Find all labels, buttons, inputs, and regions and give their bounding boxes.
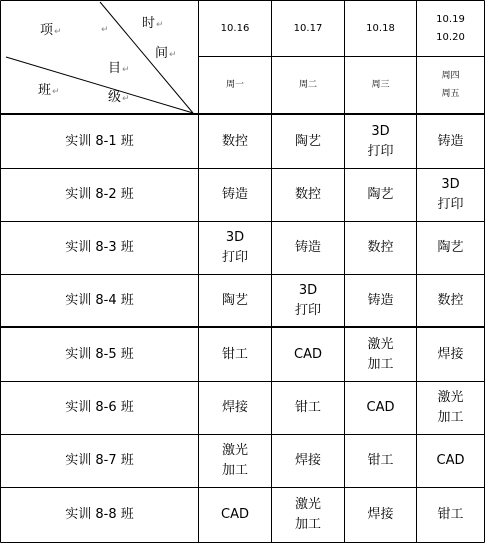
corner-label-jian: 间↵ — [155, 46, 177, 61]
weekday-header-cell: 周三 — [371, 80, 390, 90]
schedule-cell: CAD — [366, 400, 395, 415]
corner-label-ban: 班↵ — [38, 83, 60, 98]
class-name-cell: 实训 8-1 班 — [65, 133, 134, 149]
schedule-cell: 陶艺 — [294, 133, 321, 149]
class-name-cell: 实训 8-6 班 — [65, 400, 134, 415]
schedule-cell: 数控 — [221, 133, 248, 149]
schedule-cell: 焊接 — [437, 346, 464, 362]
schedule-cell: 3D 打印 — [221, 230, 248, 265]
schedule-cell: 焊接 — [367, 507, 394, 522]
date-header-cell: 10.18 — [366, 22, 395, 34]
schedule-cell: 陶艺 — [367, 187, 394, 202]
class-name-cell: 实训 8-5 班 — [65, 346, 134, 362]
class-name-cell: 实训 8-8 班 — [65, 507, 134, 522]
corner-label-shi: 时↵ — [142, 16, 164, 31]
schedule-cell: 3D 打印 — [367, 123, 394, 159]
date-header-cell: 10.19 10.20 — [436, 13, 465, 43]
schedule-cell: 陶艺 — [437, 240, 464, 255]
schedule-cell: 钳工 — [437, 507, 464, 522]
corner-enter-mark: ↵ — [101, 25, 109, 35]
schedule-cell: 数控 — [294, 187, 321, 202]
corner-label-mu: 目↵ — [108, 61, 130, 76]
schedule-cell: 焊接 — [294, 453, 321, 468]
schedule-cell: CAD — [221, 507, 249, 522]
schedule-cell: 铸造 — [367, 292, 394, 308]
schedule-cell: 焊接 — [221, 400, 248, 415]
corner-label-xiang: 项↵ — [40, 23, 62, 38]
weekday-header-cell: 周二 — [298, 80, 317, 90]
schedule-cell: 陶艺 — [221, 292, 248, 308]
date-header-cell: 10.16 — [220, 22, 250, 34]
schedule-cell: 激光 加工 — [221, 443, 248, 478]
schedule-cell: 钳工 — [221, 346, 248, 362]
schedule-cell: 铸造 — [221, 187, 248, 202]
weekday-header-cell: 周一 — [225, 80, 244, 90]
schedule-cell: 数控 — [437, 292, 464, 308]
schedule-cell: 激光 加工 — [437, 390, 464, 425]
schedule-cell: 3D 打印 — [294, 282, 321, 318]
corner-label-ji: 级↵ — [108, 90, 130, 105]
schedule-cell: 激光 加工 — [367, 336, 394, 372]
class-name-cell: 实训 8-2 班 — [65, 187, 134, 202]
schedule-cell: 数控 — [367, 240, 394, 255]
schedule-cell: 钳工 — [294, 400, 321, 415]
schedule-cell: 铸造 — [294, 240, 321, 255]
class-name-cell: 实训 8-4 班 — [65, 292, 134, 308]
schedule-cell: 3D 打印 — [437, 177, 464, 212]
schedule-cell: 铸造 — [437, 133, 464, 149]
class-name-cell: 实训 8-3 班 — [65, 240, 134, 255]
schedule-cell: CAD — [436, 453, 465, 468]
schedule-cell: CAD — [294, 346, 322, 362]
class-name-cell: 实训 8-7 班 — [65, 453, 134, 468]
weekday-header-cell: 周四 周五 — [441, 71, 460, 99]
date-header-cell: 10.17 — [293, 22, 323, 34]
schedule-cell: 钳工 — [367, 453, 394, 468]
schedule-cell: 激光 加工 — [294, 497, 321, 532]
